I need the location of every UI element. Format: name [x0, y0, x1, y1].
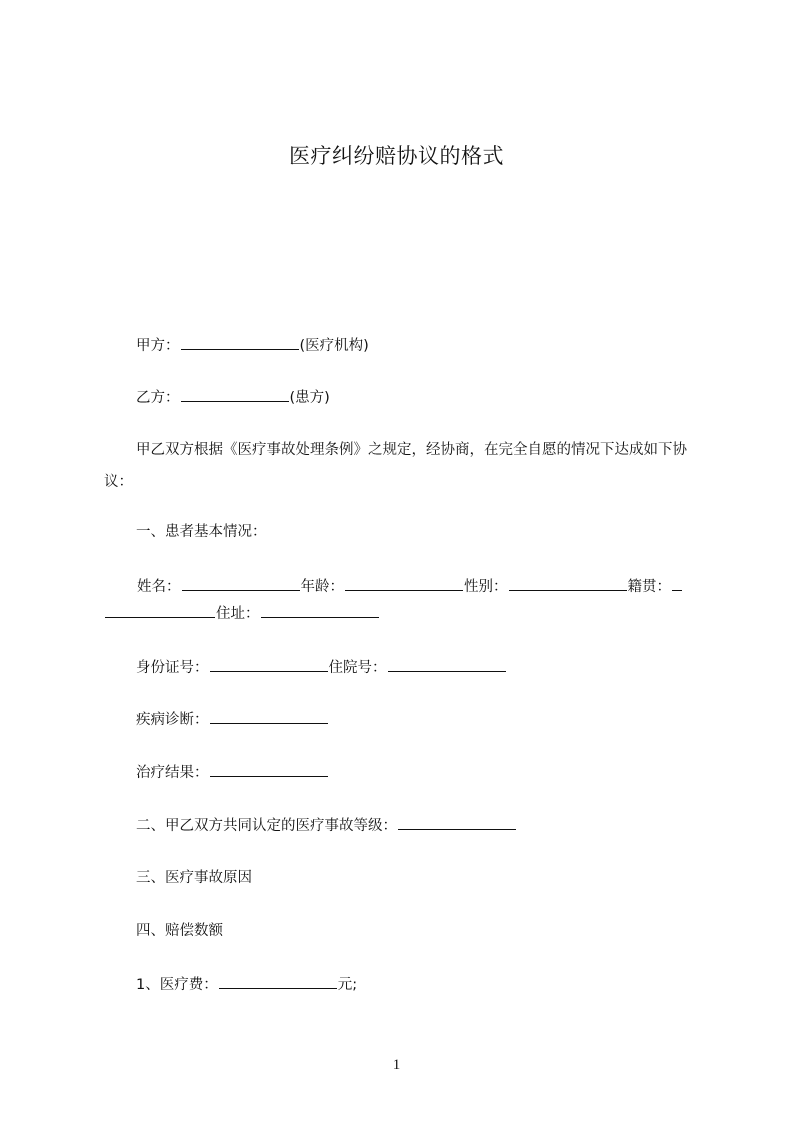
intro-paragraph: 甲乙双方根据《医疗事故处理条例》之规定，经协商，在完全自愿的情况下达成如下协议： [104, 442, 687, 490]
accident-level-blank[interactable] [398, 814, 516, 830]
age-blank[interactable] [345, 575, 463, 591]
patient-info-line-2 [104, 598, 704, 630]
party-a-label: 甲方： [136, 338, 180, 354]
medical-fee-unit: 元; [337, 977, 358, 993]
section2-line [104, 810, 736, 842]
address-blank[interactable] [261, 602, 379, 618]
party-b-label: 乙方： [136, 390, 180, 406]
admission-blank[interactable] [388, 656, 506, 672]
section4-heading: 四、赔偿数额 [136, 923, 223, 939]
origin-blank-start[interactable] [672, 575, 682, 591]
section2-heading: 二、甲乙双方共同认定的医疗事故等级： [136, 818, 397, 834]
document-title: 医疗纠纷赔协议的格式 [289, 144, 504, 168]
party-b-suffix: (患方) [289, 390, 330, 406]
party-a-blank[interactable] [181, 334, 299, 350]
party-b-blank[interactable] [181, 386, 289, 402]
name-blank[interactable] [182, 575, 300, 591]
result-label: 治疗结果： [136, 765, 209, 781]
page-number: 1 [392, 1057, 401, 1073]
medical-fee-label: 1、医疗费： [136, 977, 218, 993]
id-blank[interactable] [210, 656, 328, 672]
id-label: 身份证号： [136, 660, 209, 676]
origin-label: 籍贯： [627, 579, 671, 595]
age-label: 年龄： [300, 579, 344, 595]
section1-heading: 一、患者基本情况： [136, 524, 267, 540]
id-admission-line [104, 652, 736, 684]
party-a-line [104, 330, 736, 362]
gender-label: 性别： [464, 579, 508, 595]
diagnosis-line [104, 704, 736, 736]
diagnosis-blank[interactable] [210, 708, 328, 724]
medical-fee-line [104, 969, 736, 1001]
origin-blank-end[interactable] [105, 602, 215, 618]
medical-fee-blank[interactable] [219, 973, 337, 989]
diagnosis-label: 疾病诊断： [136, 712, 209, 728]
party-b-line [104, 382, 736, 414]
result-line [104, 757, 736, 789]
admission-label: 住院号： [328, 660, 387, 676]
address-label: 住址： [216, 606, 260, 622]
party-a-suffix: (医疗机构) [299, 338, 369, 354]
gender-blank[interactable] [509, 575, 627, 591]
name-label: 姓名： [137, 579, 181, 595]
section3-heading: 三、医疗事故原因 [136, 870, 252, 886]
result-blank[interactable] [210, 761, 328, 777]
